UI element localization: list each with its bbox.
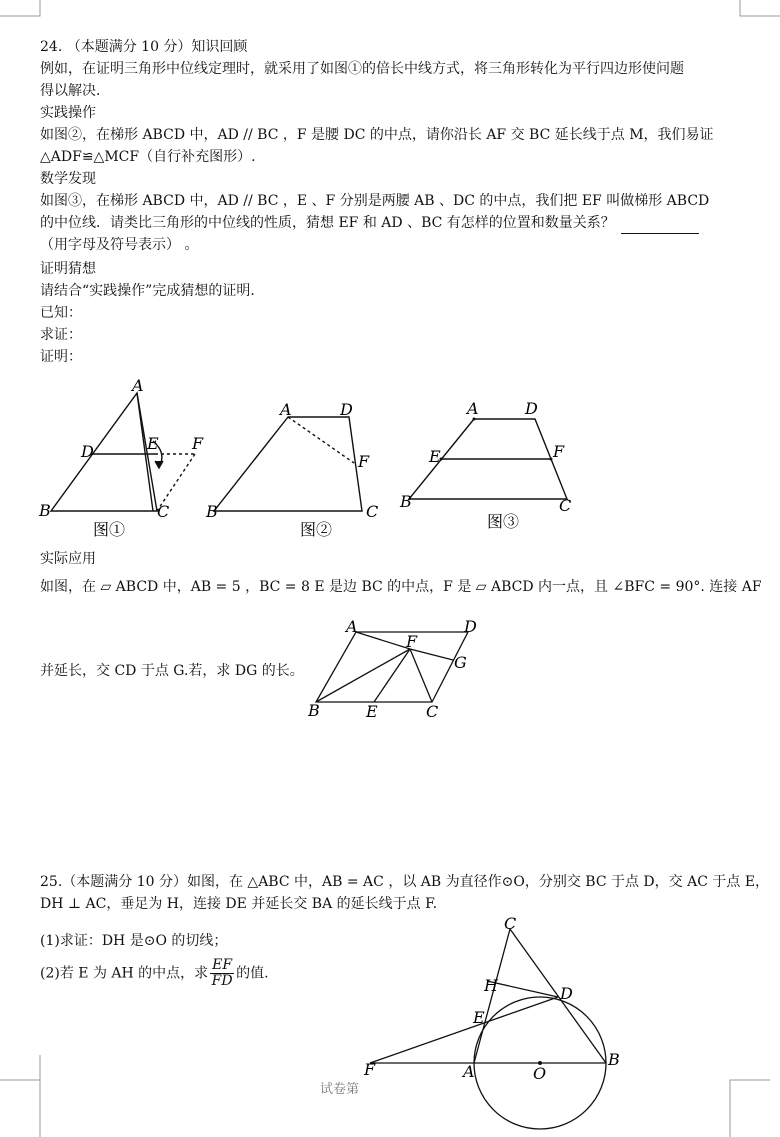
circle-label-o: O <box>533 1064 547 1083</box>
fig1-label-e: E <box>147 434 159 453</box>
apply-text-2: 并延长，交 CD 于点 G.若，求 DG 的长。 <box>40 663 304 679</box>
q24-title: 24. （本题满分 10 分）知识回顾 <box>40 39 248 55</box>
ratio-fraction: $\frac{EF}{FD}$ <box>211 957 233 989</box>
fig2-label-a: A <box>280 400 292 419</box>
circle-label-d: D <box>560 984 573 1003</box>
figure-1 <box>35 375 215 545</box>
q25-part1: (1)求证：DH 是⊙O 的切线； <box>40 933 228 949</box>
discover-text-2: 的中位线．请类比三角形的中位线的性质，猜想 EF 和 AD 、BC 有怎样的位置和数量关系？ <box>40 212 699 234</box>
circle-label-b: B <box>608 1050 620 1069</box>
prove-heading: 证明猜想 <box>40 261 96 277</box>
apply-text: 如图，在 ▱ ABCD 中，AB = 5 ，BC = 8 E 是边 BC 的中点，F 是 ▱ ABCD 内一点，且 ∠BFC = 90°. 连接 AF <box>40 579 762 595</box>
proof-label: 证明： <box>40 349 82 365</box>
para-label-f: F <box>406 632 418 651</box>
practice-text: 如图②，在梯形 ABCD 中，AD // BC ，F 是腰 DC 的中点，请你沿长 AF 交 BC 延长线于点 M，我们易证 <box>40 127 714 143</box>
fig1-label-d: D <box>81 442 94 461</box>
practice-heading: 实践操作 <box>40 105 96 121</box>
fig1-label-f: F <box>192 434 204 453</box>
known-label: 已知： <box>40 305 82 321</box>
para-label-c: C <box>426 702 439 721</box>
fig2-label-d: D <box>340 400 353 419</box>
q25-part2: (2)若 E 为 AH 的中点，求 $\frac{EF}{FD}$ 的值. <box>40 957 269 989</box>
para-label-e: E <box>366 702 378 721</box>
toprove-label: 求证： <box>40 327 82 343</box>
parallelogram-figure <box>300 618 490 728</box>
circle-label-h: H <box>484 976 498 995</box>
para-label-a: A <box>346 618 358 636</box>
fig3-label-a: A <box>467 399 479 418</box>
circle-label-a: A <box>463 1062 475 1081</box>
para-label-d: D <box>464 618 477 636</box>
fig1-label-c: C <box>157 502 170 521</box>
fig1-label-a: A <box>132 376 144 395</box>
para-label-g: G <box>454 653 467 672</box>
fig2-label-f: F <box>358 452 370 471</box>
q25-line1: 25.（本题满分 10 分）如图，在 △ABC 中，AB = AC ，以 AB 为直径作⊙O，分别交 BC 于点 D，交 AC 于点 E， <box>40 874 770 890</box>
fig3-label-d: D <box>525 399 538 418</box>
answer-blank[interactable] <box>621 219 699 234</box>
figure-3 <box>395 395 585 535</box>
q24-review-2: 得以解决． <box>40 83 110 99</box>
circle-label-c: C <box>504 915 517 933</box>
figure-2 <box>200 395 390 545</box>
q25-line2: DH ⊥ AC，垂足为 H，连接 DE 并延长交 BA 的延长线于点 F. <box>40 896 438 912</box>
fig3-label-b: B <box>400 492 412 511</box>
discover-heading: 数学发现 <box>40 171 96 187</box>
page-footer: 试卷第 <box>320 1082 360 1097</box>
fig3-label-f: F <box>553 442 565 461</box>
fig1-caption: 图① <box>93 520 126 539</box>
prove-text: 请结合“实践操作”完成猜想的证明． <box>40 283 265 299</box>
q24-review: 例如，在证明三角形中位线定理时，就采用了如图①的倍长中线方式，将三角形转化为平行四边形使问题 <box>40 61 684 77</box>
circle-label-e: E <box>473 1008 485 1027</box>
practice-text-2: △ADF≌△MCF（自行补充图形）. <box>40 149 256 165</box>
fig2-label-b: B <box>206 502 218 521</box>
discover-text-3: （用字母及符号表示） 。 <box>40 237 199 253</box>
circle-figure <box>350 915 640 1137</box>
fig3-label-c: C <box>559 496 572 515</box>
discover-text: 如图③，在梯形 ABCD 中，AD // BC ，E 、F 分别是两腰 AB 、DC 的中点，我们把 EF 叫做梯形 ABCD <box>40 193 710 209</box>
apply-heading: 实际应用 <box>40 551 96 567</box>
para-label-b: B <box>308 701 320 720</box>
fig3-label-e: E <box>429 447 441 466</box>
fig1-label-b: B <box>39 501 51 520</box>
fig2-label-c: C <box>366 502 379 521</box>
fig3-caption: 图③ <box>487 512 520 531</box>
fig2-caption: 图② <box>300 520 333 539</box>
circle-label-f: F <box>364 1060 376 1079</box>
